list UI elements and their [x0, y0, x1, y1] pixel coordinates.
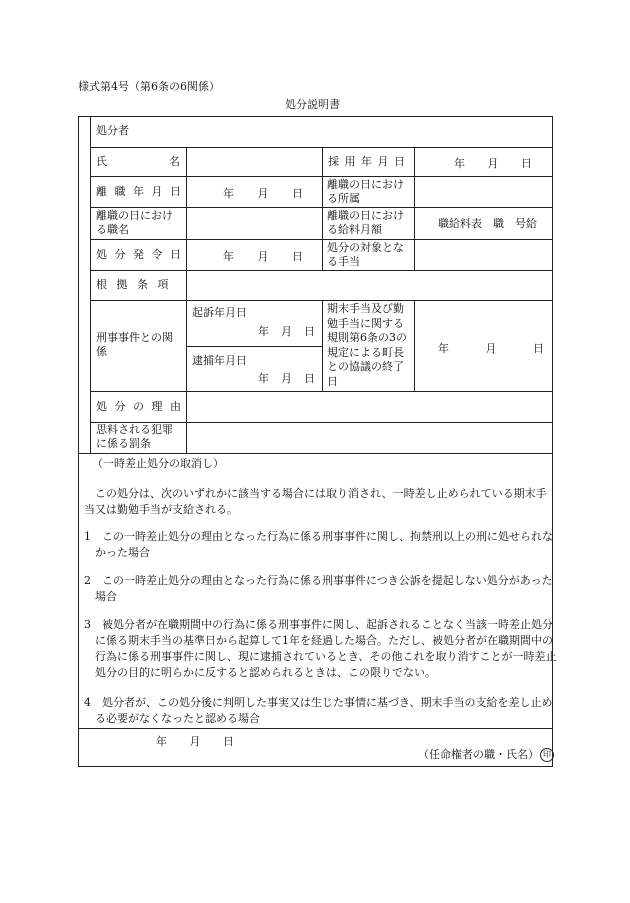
- seal-icon: 印: [540, 748, 554, 762]
- disposed-person-label: 処分者: [96, 124, 129, 137]
- dept-at-leave-label: 離職の日における所属: [327, 178, 404, 205]
- arrest-date-value: 年 月 日: [258, 372, 315, 385]
- form-number: 様式第4号（第6条の6関係）: [78, 80, 220, 93]
- salary-value: 職給料表 職 号給: [438, 217, 537, 230]
- hire-date-value: 年 月 日: [454, 157, 532, 170]
- reason-label: 処 分 の 理 由: [96, 400, 183, 413]
- notice-item-3: 3 被処分者が在職期間中の行為に係る刑事事件に関し、起訴されることなく当該一時差止処分に係る期末手当の基準日から起算して1年を経過した場合。ただし、被処分者が在職期間中の行為に係る刑事事件に関し、現に逮捕されているとき、その他これを取り消すことが一時差止処分の目的に明らかに反すると認められるときは、この限りでない。: [84, 618, 557, 679]
- frame-bottom: [78, 766, 553, 767]
- notice-item-4: 4 処分者が、この処分後に判明した事実又は生じた事情に基づき、期末手当の支給を差し止める必要がなくなったと認める場合: [84, 696, 553, 725]
- leave-date-label: 離 職 年 月 日: [96, 185, 183, 198]
- arrest-date-label: 逮捕年月日: [192, 354, 247, 367]
- notice-heading: （一時差止処分の取消し）: [92, 457, 224, 470]
- frame-left: [78, 116, 79, 767]
- notice-item-1: 1 この一時差止処分の理由となった行為に係る刑事事件に関し、拘禁刑以上の刑に処せられなかった場合: [84, 530, 553, 559]
- name-label: 氏 名: [96, 155, 180, 168]
- indictment-date-value: 年 月 日: [258, 325, 315, 338]
- hire-date-label: 採 用 年 月 日: [328, 155, 406, 168]
- consultation-label: 期末手当及び勤勉手当に関する規則第6条の3の規定による町長との協議の終了日: [327, 302, 407, 388]
- basis-label: 根 拠 条 項: [96, 278, 172, 291]
- notice-intro: この処分は、次のいずれかに該当する場合には取り消され、一時差し止められている期末手当又は勤勉手当が支給される。: [84, 487, 547, 516]
- footer-date: 年 月 日: [156, 735, 234, 748]
- target-allowance-label: 処分の対象となる手当: [327, 241, 404, 268]
- disposal-date-label: 処 分 発 令 日: [96, 248, 183, 261]
- position-at-leave-label: 離職の日における職名: [96, 209, 173, 236]
- leave-date-value: 年 月 日: [223, 187, 303, 200]
- signature-label: （任命権者の職・氏名）: [418, 748, 539, 761]
- consultation-date-value: 年 月 日: [438, 342, 544, 355]
- document-title: 処分説明書: [285, 98, 340, 111]
- frame-top: [78, 116, 553, 117]
- indictment-date-label: 起訴年月日: [192, 306, 247, 319]
- disposal-date-value: 年 月 日: [223, 250, 303, 263]
- salary-at-leave-label: 離職の日における給料月額: [327, 209, 404, 236]
- inner-left-line: [90, 116, 91, 453]
- notice-item-2: 2 この一時差止処分の理由となった行為に係る刑事事件につき公訴を提起しない処分があった場合: [84, 574, 553, 603]
- crime-label: 思料される犯罪に係る罰条: [96, 423, 173, 450]
- signature-line: [418, 748, 554, 762]
- criminal-case-label: 刑事事件との関係: [96, 331, 173, 358]
